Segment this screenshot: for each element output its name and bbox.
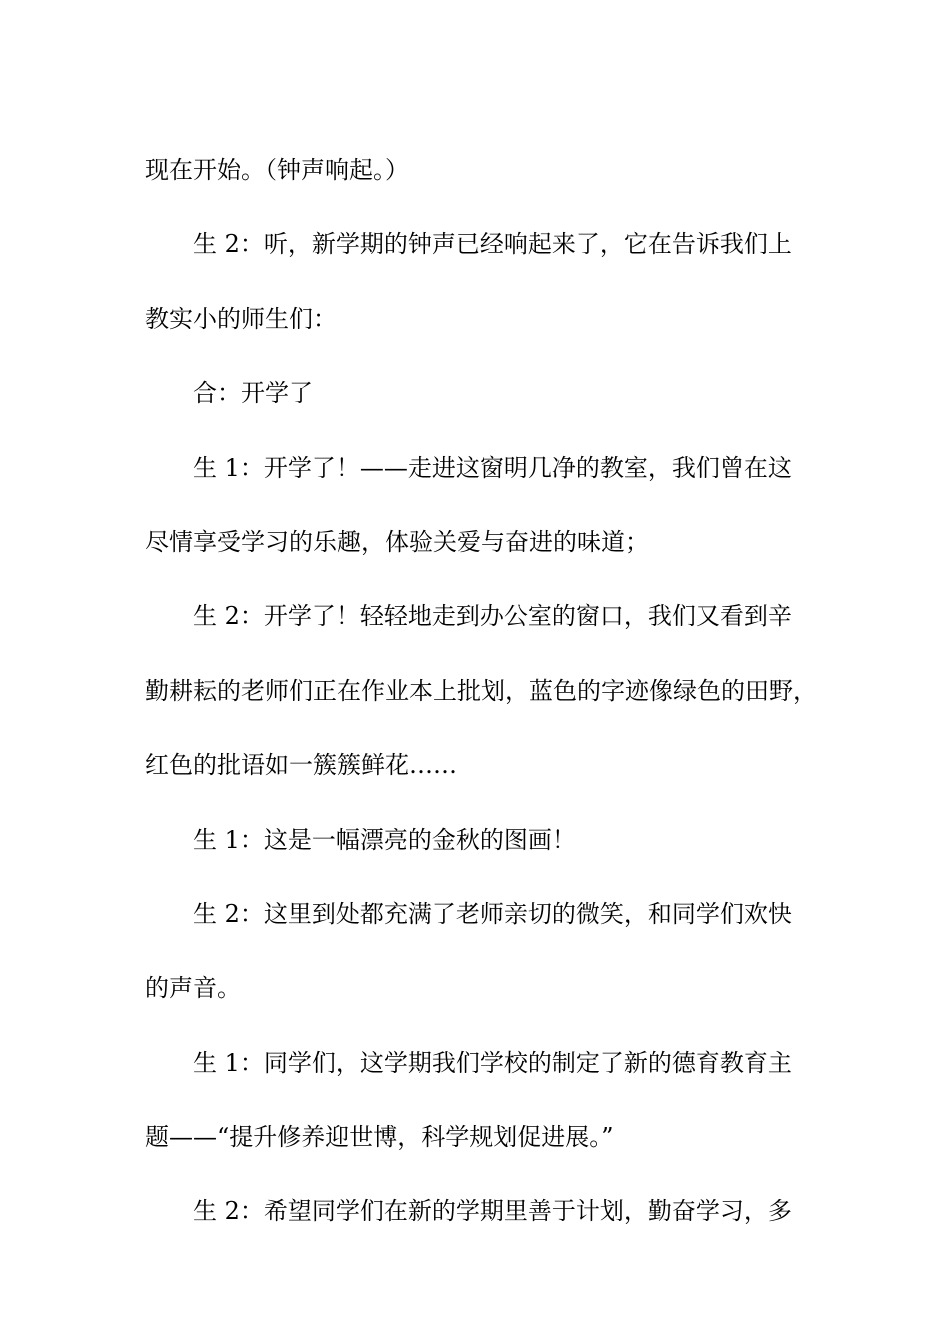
- text-line: 勤耕耘的老师们正在作业本上批划，蓝色的字迹像绿色的田野，: [145, 676, 817, 705]
- text-line: 红色的批语如一簇簇鲜花……: [145, 751, 457, 780]
- text-line: 生 1：同学们，这学期我们学校的制定了新的德育教育主: [193, 1048, 792, 1077]
- text-line: 现在开始。（钟声响起。）: [145, 156, 409, 184]
- text-line: 生 2：听，新学期的钟声已经响起来了，它在告诉我们上: [193, 230, 792, 259]
- text-line: 生 2：这里到处都充满了老师亲切的微笑，和同学们欢快: [193, 899, 792, 928]
- text-line: 生 1：这是一幅漂亮的金秋的图画！: [193, 825, 576, 854]
- text-line: 的声音。: [145, 974, 241, 1003]
- text-line: 生 2：开学了！轻轻地走到办公室的窗口，我们又看到辛: [193, 602, 792, 631]
- text-line: 题——“提升修养迎世博，科学规划促进展。”: [145, 1123, 614, 1152]
- text-line: 合：开学了: [193, 379, 313, 408]
- text-line: 生 2：希望同学们在新的学期里善于计划，勤奋学习，多: [193, 1197, 792, 1226]
- document-body: [145, 133, 815, 1249]
- text-line: 尽情享受学习的乐趣，体验关爱与奋进的味道；: [145, 527, 649, 556]
- text-line: 教实小的师生们：: [145, 304, 337, 333]
- text-line: 生 1：开学了！——走进这窗明几净的教室，我们曾在这: [193, 453, 792, 482]
